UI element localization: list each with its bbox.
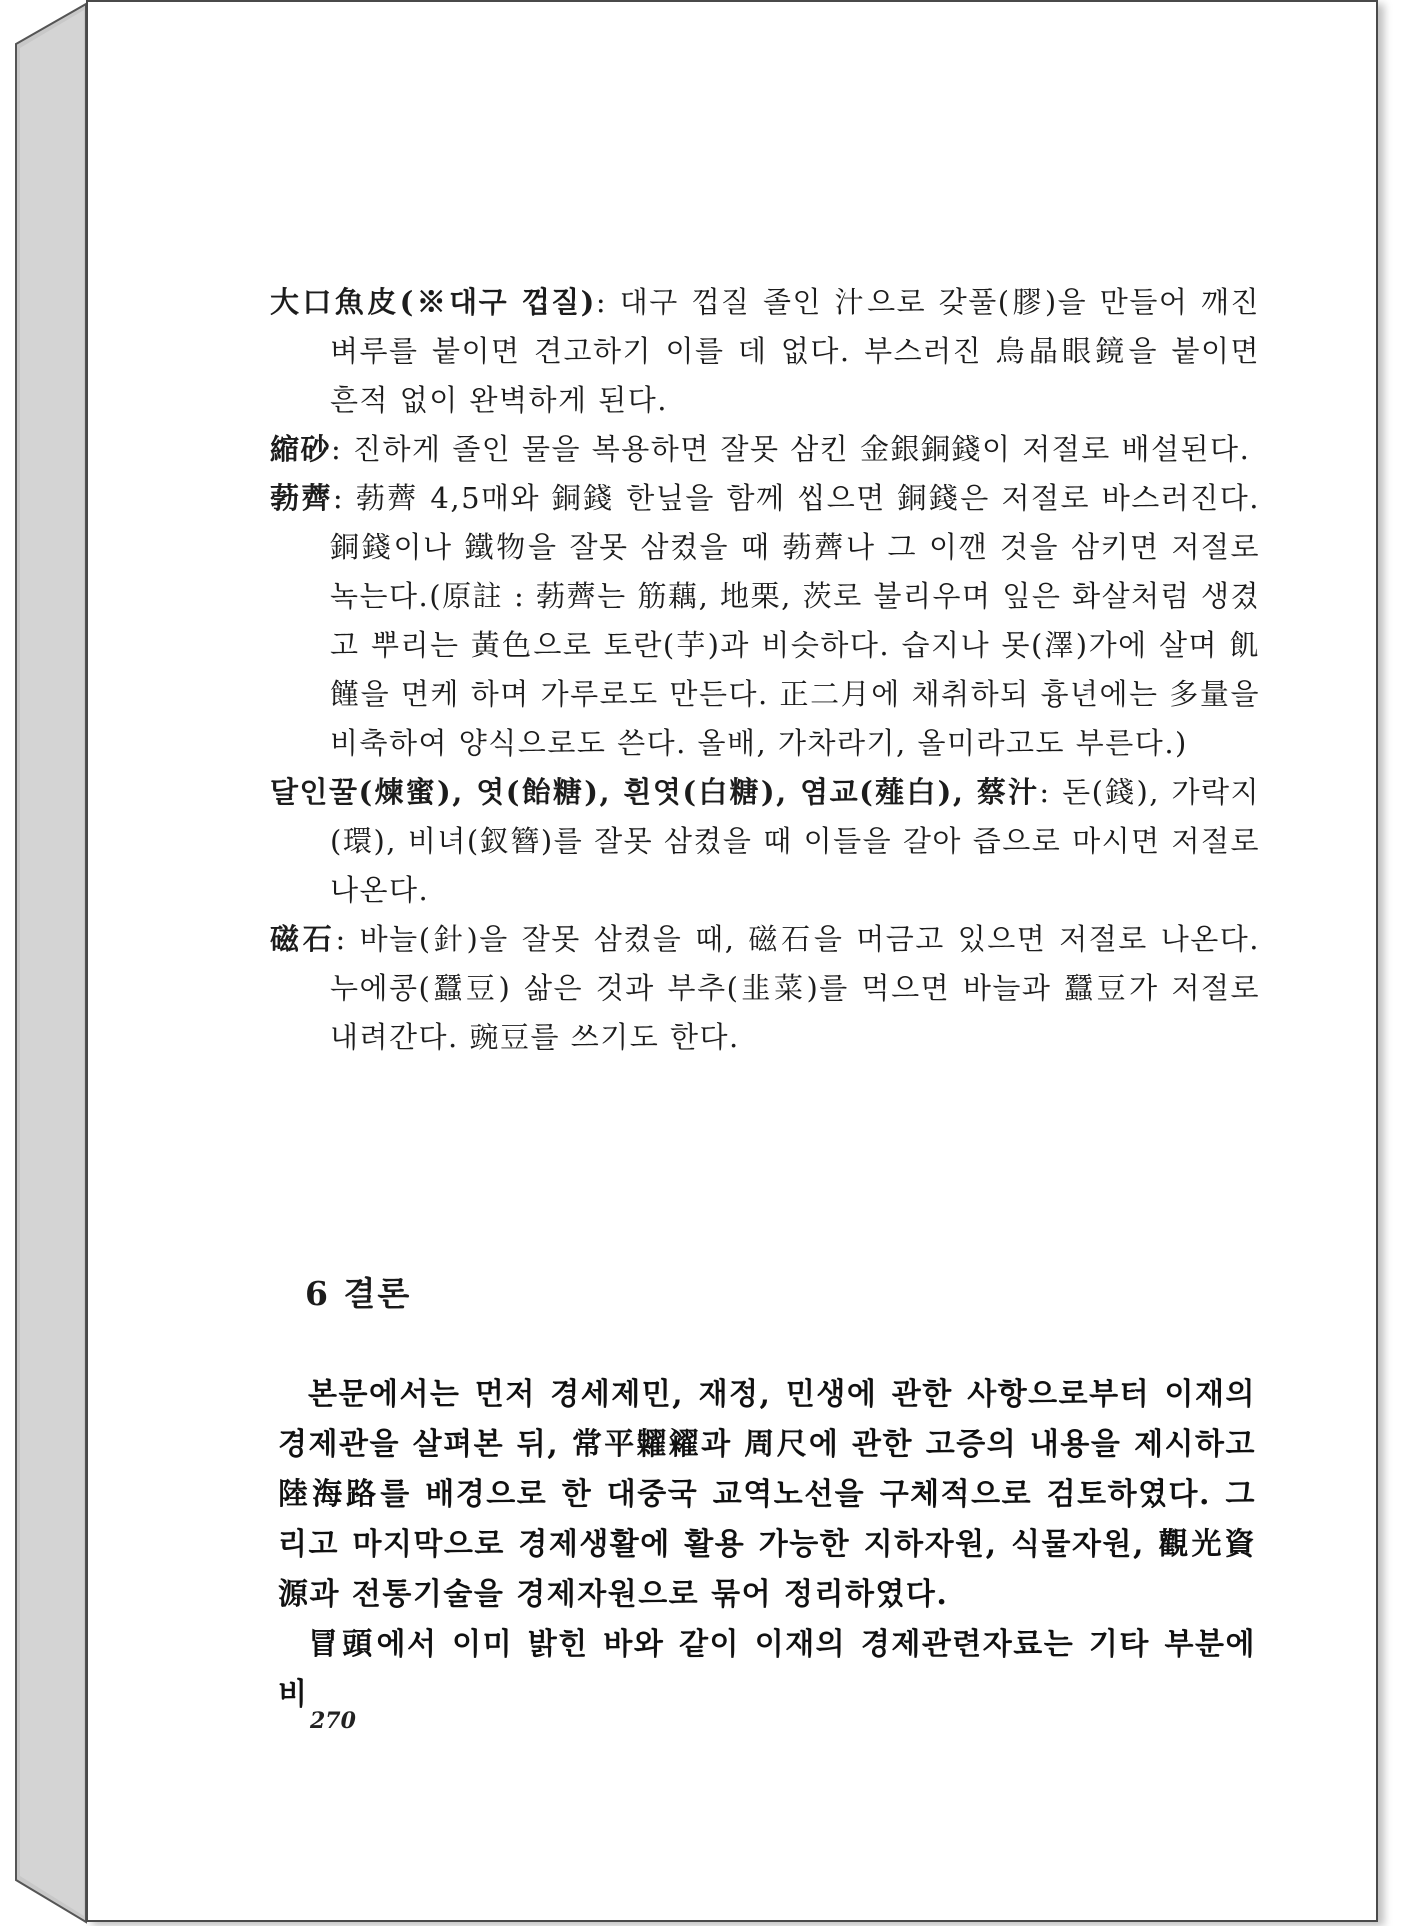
body-paragraph: 冒頭에서 이미 밝힌 바와 같이 이재의 경제관련자료는 기타 부분에 비	[278, 1627, 1256, 1712]
entry-head: 葧薺	[270, 481, 333, 515]
entry-text: : 대구 껍질 졸인 汁으로 갖풀(膠)을 만들어 깨진 벼루를 붙이면 견고하기 이를 데 없다. 부스러진 烏晶眼鏡을 붙이면 흔적 없이 완벽하게 된다.	[330, 285, 1260, 417]
entry-list	[270, 278, 1260, 1062]
entry-text: : 葧薺 4,5매와 銅錢 한닢을 함께 씹으면 銅錢은 저절로 바스러진다. 銅錢이나 鐵物을 잘못 삼켰을 때 葧薺나 그 이깬 것을 삼키면 저절로 녹는다.(原註 : 葧薺는 筋藕, 地栗, 茨로 불리우며 잎은 화살처럼 생겼고 뿌리는 黃色으로 토란(芋)과 비슷하다. 습지나 못(澤)가에 살며 飢饉을 면케 하며 가루로도 만든다. 正二月에 채취하되 흉년에는 多量을 비축하여 양식으로도 쓴다. 올배, 가차라기, 올미라고도 부른다.)	[330, 481, 1260, 760]
entry-head: 大口魚皮(※대구 껍질)	[270, 285, 596, 319]
entry-water-chestnut	[270, 474, 1260, 768]
entry-head: 磁石	[270, 922, 336, 956]
entry-honey-syrup	[270, 768, 1260, 915]
conclusion-body	[278, 1370, 1256, 1720]
entry-text: : 바늘(針)을 잘못 삼켰을 때, 磁石을 머금고 있으면 저절로 나온다. 누에콩(蠶豆) 삶은 것과 부추(韭菜)를 먹으면 바늘과 蠶豆가 저절로 내려간다. 豌豆를 쓰기도 한다.	[330, 922, 1260, 1054]
entry-magnet	[270, 915, 1260, 1062]
section-heading: 6 결론	[305, 1274, 412, 1313]
entry-cod-skin	[270, 278, 1260, 425]
entry-amomum	[270, 425, 1260, 474]
page-number: 270	[310, 1708, 356, 1734]
body-paragraph: 본문에서는 먼저 경세제민, 재정, 민생에 관한 사항으로부터 이재의 경제관을 살펴본 뒤, 常平糶糴과 周尺에 관한 고증의 내용을 제시하고 陸海路를 배경으로 한 대중국 교역노선을 구체적으로 검토하였다. 그리고 마지막으로 경제생활에 활용 가능한 지하자원, 식물자원, 觀光資源과 전통기술을 경제자원으로 묶어 정리하였다.	[278, 1377, 1256, 1612]
entry-text: : 돈(錢), 가락지(環), 비녀(釵簪)를 잘못 삼켰을 때 이들을 갈아 즙으로 마시면 저절로 나온다.	[330, 775, 1260, 907]
entry-text: : 진하게 졸인 물을 복용하면 잘못 삼킨 金銀銅錢이 저절로 배설된다.	[331, 432, 1251, 466]
entry-head: 달인꿀(煉蜜), 엿(飴糖), 흰엿(白糖), 염교(薤白), 蔡汁	[270, 775, 1040, 809]
entry-head: 縮砂	[270, 432, 332, 466]
